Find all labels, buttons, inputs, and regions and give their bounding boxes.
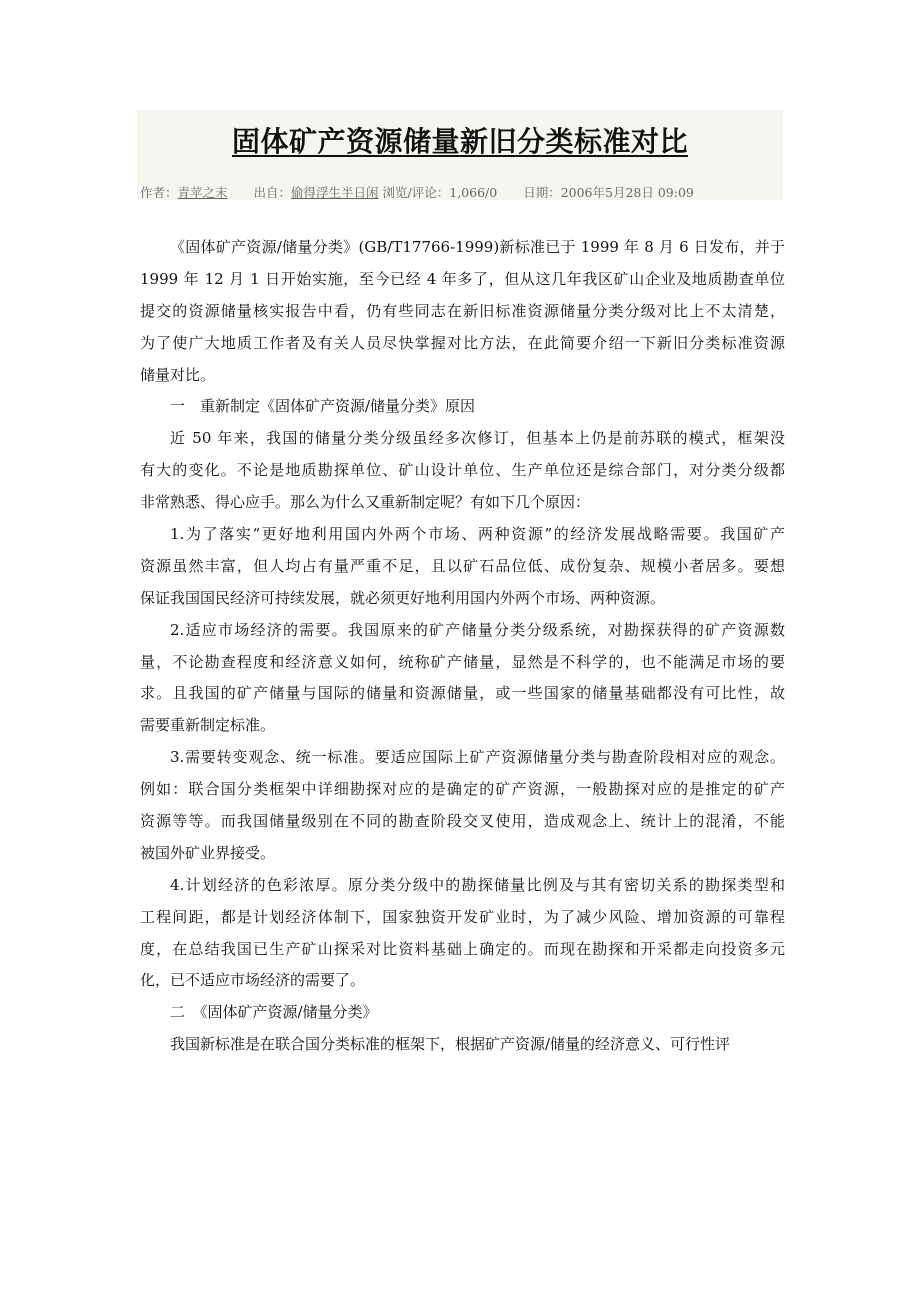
paragraph-line: 4.计划经济的色彩浓厚。原分类分级中的勘探储量比例及与其有密切关系的勘探类型和 xyxy=(170,875,785,894)
paragraph-line: 近 50 年来，我国的储量分类分级虽经多次修订，但基本上仍是前苏联的模式，框架没 xyxy=(170,429,785,448)
paragraph-line: 2.适应市场经济的需要。我国原来的矿产储量分类分级系统，对勘探获得的矿产资源数 xyxy=(170,620,785,639)
article-title: 固体矿产资源储量新旧分类标准对比 xyxy=(231,125,688,158)
article-body xyxy=(140,232,785,1061)
publish-date: 2006年5月28日 09:09 xyxy=(560,185,694,200)
paragraph xyxy=(140,519,785,615)
date-label: 日期： xyxy=(523,185,561,200)
paragraph-line: 1999 年 12 月 1 日开始实施，至今已经 4 年多了，但从这几年我区矿山企业及地质勘查单位 xyxy=(140,269,785,288)
paragraph-line: 化，已不适应市场经济的需要了。 xyxy=(140,971,366,990)
paragraph-line: 《固体矿产资源/储量分类》(GB/T17766-1999)新标准已于 1999 年 8 月 6 日发布，并于 xyxy=(170,238,785,256)
paragraph-line: 例如：联合国分类框架中详细勘探对应的是确定的矿产资源，一般勘探对应的是推定的矿产 xyxy=(140,780,785,799)
article-meta xyxy=(140,183,694,201)
paragraph-line: 储量对比。 xyxy=(140,365,216,384)
author-label: 作者： xyxy=(140,185,178,200)
article-header xyxy=(137,110,783,200)
paragraph xyxy=(140,1029,785,1061)
paragraph-line: 资源等等。而我国储量级别在不同的勘查阶段交叉使用，造成观念上、统计上的混淆，不能 xyxy=(140,812,785,831)
paragraph-line: 1.为了落实“更好地利用国内外两个市场、两种资源”的经济发展战略需要。我国矿产 xyxy=(170,525,785,544)
paragraph-line: 3.需要转变观念、统一标准。要适应国际上矿产资源储量分类与勘查阶段相对应的观念。 xyxy=(170,748,785,767)
views-count: 1,066/0 xyxy=(449,185,498,200)
paragraph-line: 被国外矿业界接受。 xyxy=(140,843,276,862)
paragraph-line: 需要重新制定标准。 xyxy=(140,716,276,735)
paragraph xyxy=(140,423,785,519)
paragraph-line: 为了使广大地质工作者及有关人员尽快掌握对比方法，在此简要介绍一下新旧分类标准资源 xyxy=(140,333,785,352)
source-link[interactable]: 偷得浮生半日闲 xyxy=(291,185,379,200)
paragraph-line: 非常熟悉、得心应手。那么为什么又重新制定呢？有如下几个原因： xyxy=(140,493,591,512)
paragraph xyxy=(140,870,785,998)
paragraph-line: 量，不论勘查程度和经济意义如何，统称矿产储量，显然是不科学的，也不能满足市场的要 xyxy=(140,652,785,671)
author-link[interactable]: 青苹之末 xyxy=(177,185,228,200)
views-label: 浏览/评论： xyxy=(382,185,450,200)
paragraph xyxy=(140,615,785,743)
paragraph-line: 工程间距，都是计划经济体制下，国家独资开发矿业时，为了减少风险、增加资源的可靠程 xyxy=(140,907,785,926)
paragraph-line: 二 《固体矿产资源/储量分类》 xyxy=(170,1003,378,1022)
paragraph xyxy=(140,232,785,391)
paragraph-line: 我国新标准是在联合国分类标准的框架下，根据矿产资源/储量的经济意义、可行性评 xyxy=(170,1035,731,1054)
source-label: 出自： xyxy=(253,185,292,200)
paragraph-line: 保证我国国民经济可持续发展，就必须更好地利用国内外两个市场、两种资源。 xyxy=(140,588,666,607)
paragraph xyxy=(140,997,785,1029)
paragraph-line: 一 重新制定《固体矿产资源/储量分类》原因 xyxy=(170,397,476,416)
paragraph xyxy=(140,391,785,423)
paragraph-line: 提交的资源储量核实报告中看，仍有些同志在新旧标准资源储量分类分级对比上不太清楚， xyxy=(140,301,785,320)
paragraph-line: 资源虽然丰富，但人均占有量严重不足，且以矿石品位低、成份复杂、规模小者居多。要想 xyxy=(140,556,785,575)
paragraph xyxy=(140,742,785,870)
paragraph-line: 有大的变化。不论是地质勘探单位、矿山设计单位、生产单位还是综合部门，对分类分级都 xyxy=(140,461,785,480)
paragraph-line: 求。且我国的矿产储量与国际的储量和资源储量，或一些国家的储量基础都没有可比性，故 xyxy=(140,684,785,703)
paragraph-line: 度，在总结我国已生产矿山探采对比资料基础上确定的。而现在勘探和开采都走向投资多元 xyxy=(140,939,785,958)
